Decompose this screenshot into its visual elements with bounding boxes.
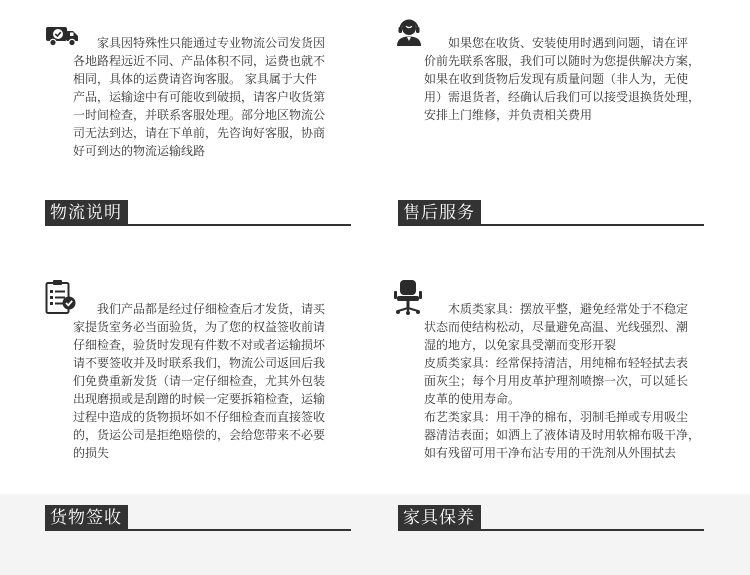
logistics-line: 各地路程远近不同、产品体积不同，运费也就不	[73, 54, 326, 68]
receipt-line: 们免费重新发货（请一定仔细检查，尤其外包装	[73, 374, 326, 388]
maintenance-title-rule	[398, 529, 704, 531]
customer-service-icon	[395, 18, 423, 50]
receipt-title-rule	[45, 529, 351, 531]
after-sales-title: 售后服务	[398, 200, 481, 226]
after-sales-line: 价前先联系客服，我们可以随时为您提供解决方案，	[424, 54, 701, 68]
maintenance-line: 木质类家具：摆放平整，避免经常处于不稳定	[424, 302, 689, 316]
after-sales-line: 安排上门维修，并负责相关费用	[424, 108, 593, 122]
maintenance-title: 家具保养	[398, 505, 481, 531]
maintenance-line: 状态而使结构松动，尽量避免高温、光线强烈、潮	[424, 320, 689, 334]
after-sales-title-rule	[398, 224, 704, 226]
receipt-line: 的，货运公司是拒绝赔偿的，会给您带来不必要	[73, 428, 326, 442]
after-sales-line: 如果在收到货物后发现有质量问题（非人为，无使	[424, 72, 689, 86]
logistics-text	[73, 34, 363, 160]
logistics-line: 好可到达的物流运输线路	[73, 144, 206, 158]
maintenance-line: 湿的地方，以免家具受潮而变形开裂	[424, 338, 617, 352]
after-sales-heading	[398, 200, 704, 228]
logistics-line: 家具因特殊性只能通过专业物流公司发货因	[73, 36, 326, 50]
receipt-heading	[45, 505, 351, 533]
receipt-line: 请不要签收并及时联系我们，物流公司返回后我	[73, 356, 326, 370]
maintenance-line: 面灰尘；每个月用皮革护理剂喷擦一次，可以延长	[424, 374, 689, 388]
maintenance-line: 皮革的使用寿命。	[424, 392, 521, 406]
logistics-line: 一时间检查，并联系客服处理。部分地区物流公	[73, 108, 326, 122]
receipt-line: 仔细检查，验货时发现有件数不对或者运输损坏	[73, 338, 326, 352]
receipt-line: 过程中造成的货物损坏如不仔细检查而直接签收	[73, 410, 326, 424]
logistics-title: 物流说明	[45, 200, 128, 226]
logistics-line: 产品，运输途中有可能收到破损，请客户收货第	[73, 90, 326, 104]
maintenance-line: 布艺类家具：用干净的棉布，羽制毛掸或专用吸尘	[424, 410, 689, 424]
logistics-line: 相同，具体的运费请咨询客服。 家具属于大件	[73, 72, 317, 86]
receipt-title: 货物签收	[45, 505, 128, 531]
receipt-line: 的损失	[73, 446, 110, 460]
maintenance-line: 器清洁表面；如洒上了液体请及时用软棉布吸干净，	[424, 428, 701, 442]
after-sales-line: 如果您在收货、安装使用时遇到问题，请在评	[424, 36, 689, 50]
maintenance-text	[424, 300, 724, 462]
office-chair-icon	[393, 279, 423, 319]
after-sales-line: 用）需退货者，经确认后我们可以接受退换货处理，	[424, 90, 701, 104]
receipt-line: 出现磨损或是刮蹭的时候一定要拆箱检查，运输	[73, 392, 326, 406]
maintenance-line: 如有残留可用干净布沾专用的干洗剂从外围拭去	[424, 446, 677, 460]
logistics-line: 司无法到达，请在下单前，先咨询好客服，协商	[73, 126, 326, 140]
receipt-line: 我们产品都是经过仔细检查后才发货，请买	[73, 302, 326, 316]
maintenance-line: 皮质类家具：经常保持清洁，用纯棉布轻轻拭去表	[424, 356, 689, 370]
after-sales-text	[424, 34, 724, 124]
logistics-heading	[45, 200, 351, 228]
logistics-title-rule	[45, 224, 351, 226]
maintenance-heading	[398, 505, 704, 533]
receipt-line: 家提货室务必当面验货，为了您的权益签收前请	[73, 320, 326, 334]
receipt-text	[73, 300, 363, 462]
